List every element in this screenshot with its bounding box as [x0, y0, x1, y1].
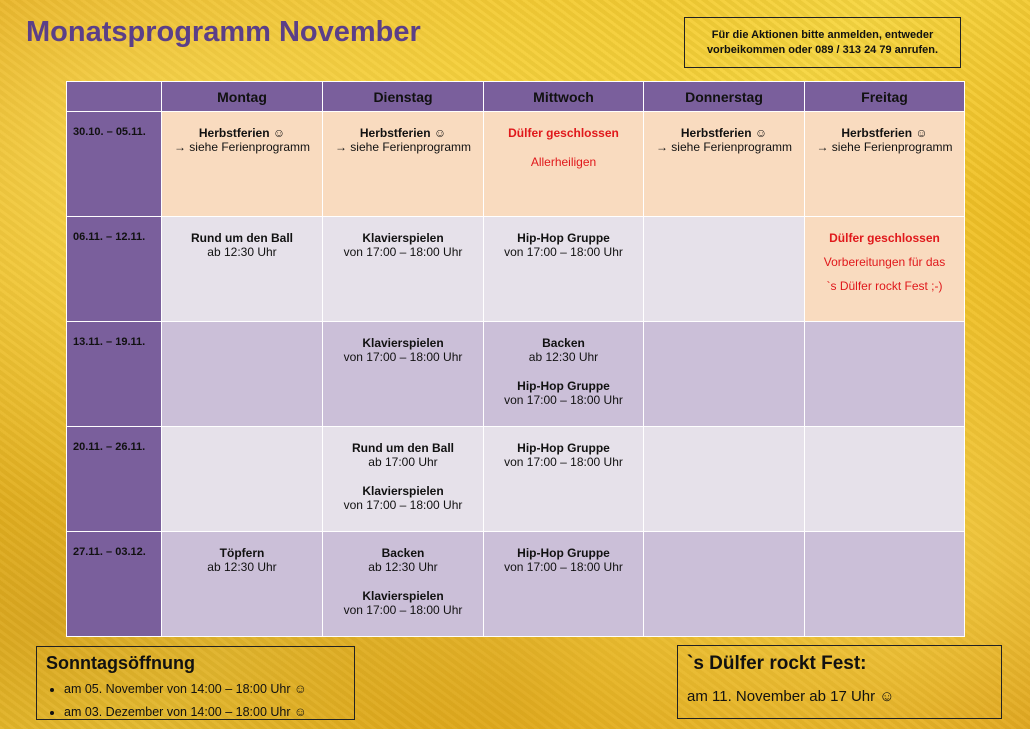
- schedule-cell: [323, 322, 484, 427]
- fest-date: am 11. November ab 17 Uhr ☺: [687, 688, 895, 705]
- event-block: [323, 427, 483, 512]
- event-detail: von 17:00 – 18:00 Uhr: [343, 603, 463, 617]
- event-title: Hip-Hop Gruppe: [517, 231, 610, 245]
- schedule-cell-empty: [644, 217, 805, 322]
- schedule-cell-empty: [644, 532, 805, 637]
- event-title: Backen: [542, 336, 585, 350]
- schedule-cell-empty: [805, 322, 965, 427]
- schedule-cell: [323, 112, 484, 217]
- header-day-tuesday: Dienstag: [323, 82, 484, 112]
- event-block: [323, 217, 483, 259]
- event-detail: ab 12:30 Uhr: [207, 245, 277, 259]
- closed-notice: [484, 112, 643, 169]
- notice-line-2: vorbeikommen oder 089 / 313 24 79 anrufen.: [706, 43, 939, 56]
- schedule-cell: [162, 532, 323, 637]
- schedule-cell: [323, 217, 484, 322]
- schedule-cell-empty: [644, 322, 805, 427]
- event-title: Klavierspielen: [362, 336, 444, 350]
- event-title: Klavierspielen: [362, 589, 444, 603]
- event-title: Hip-Hop Gruppe: [517, 546, 610, 560]
- schedule-cell: [484, 427, 644, 532]
- page-title: Monatsprogramm November: [26, 16, 421, 48]
- event-block: [484, 322, 643, 407]
- header-day-wednesday: Mittwoch: [484, 82, 644, 112]
- schedule-cell-empty: [162, 322, 323, 427]
- event-block: [162, 532, 322, 574]
- event-detail: von 17:00 – 18:00 Uhr: [504, 393, 623, 407]
- event-detail: ab 17:00 Uhr: [368, 455, 438, 469]
- week-label: 27.11. – 03.12.: [67, 532, 162, 637]
- registration-notice: [684, 17, 961, 68]
- event-title: Klavierspielen: [362, 484, 444, 498]
- list-item: • am 05. November von 14:00 – 18:00 Uhr ☺: [64, 678, 354, 701]
- event-detail: von 17:00 – 18:00 Uhr: [343, 350, 463, 364]
- event-block: [805, 112, 964, 154]
- event-title: Herbstferien ☺: [359, 126, 447, 140]
- schedule-cell: [805, 217, 965, 322]
- sunday-opening-box: [36, 646, 355, 720]
- event-detail: von 17:00 – 18:00 Uhr: [504, 560, 623, 574]
- event-title: Herbstferien ☺: [680, 126, 768, 140]
- event-title: Hip-Hop Gruppe: [517, 441, 610, 455]
- week-row: [67, 112, 965, 217]
- event-block: [484, 532, 643, 574]
- event-title: Rund um den Ball: [191, 231, 293, 245]
- schedule-cell-empty: [805, 532, 965, 637]
- schedule-cell: [484, 322, 644, 427]
- event-detail: von 17:00 – 18:00 Uhr: [504, 245, 623, 259]
- week-row: [67, 427, 965, 532]
- event-title: Herbstferien ☺: [841, 126, 928, 140]
- event-block: [323, 112, 483, 154]
- closed-reason: Vorbereitungen für das: [823, 255, 946, 269]
- event-block: [162, 112, 322, 154]
- event-title: Klavierspielen: [362, 231, 444, 245]
- header-day-thursday: Donnerstag: [644, 82, 805, 112]
- event-title: Herbstferien ☺: [198, 126, 286, 140]
- week-label: 30.10. – 05.11.: [67, 112, 162, 217]
- sunday-opening-list: [46, 678, 354, 724]
- schedule-header-row: [67, 82, 965, 112]
- schedule-cell-empty: [162, 427, 323, 532]
- event-block: [484, 427, 643, 469]
- event-block: [644, 112, 804, 154]
- schedule-cell: [484, 532, 644, 637]
- week-row: [67, 532, 965, 637]
- schedule-cell: [805, 112, 965, 217]
- event-title: Rund um den Ball: [352, 441, 454, 455]
- event-detail: → siehe Ferienprogramm: [334, 140, 472, 154]
- week-label: 20.11. – 26.11.: [67, 427, 162, 532]
- week-label: 06.11. – 12.11.: [67, 217, 162, 322]
- schedule-cell: [644, 112, 805, 217]
- closed-title: Dülfer geschlossen: [508, 126, 619, 140]
- event-block: [323, 532, 483, 617]
- closed-notice: [805, 217, 964, 293]
- event-title: Hip-Hop Gruppe: [517, 379, 610, 393]
- event-detail: → siehe Ferienprogramm: [173, 140, 311, 154]
- sunday-opening-title: Sonntagsöffnung: [46, 653, 195, 673]
- event-detail: → siehe Ferienprogramm: [816, 140, 953, 154]
- event-block: [162, 217, 322, 259]
- schedule-cell-empty: [644, 427, 805, 532]
- event-block: [484, 217, 643, 259]
- event-title: Backen: [381, 546, 425, 560]
- event-detail: ab 12:30 Uhr: [368, 560, 438, 574]
- schedule-table: [66, 81, 965, 637]
- schedule-cell: [323, 532, 484, 637]
- schedule-cell: [162, 112, 323, 217]
- header-day-friday: Freitag: [805, 82, 965, 112]
- event-detail: von 17:00 – 18:00 Uhr: [343, 245, 463, 259]
- schedule-cell: [162, 217, 323, 322]
- week-label: 13.11. – 19.11.: [67, 322, 162, 427]
- notice-line-1: Für die Aktionen bitte anmelden, entweder: [711, 28, 934, 41]
- list-item: • am 03. Dezember von 14:00 – 18:00 Uhr ☺: [64, 701, 354, 724]
- schedule-cell: [323, 427, 484, 532]
- event-detail: → siehe Ferienprogramm: [655, 140, 793, 154]
- fest-title: `s Dülfer rockt Fest:: [687, 653, 867, 674]
- event-detail: von 17:00 – 18:00 Uhr: [504, 455, 623, 469]
- event-detail: ab 12:30 Uhr: [528, 350, 599, 364]
- week-row: [67, 217, 965, 322]
- schedule-cell: [484, 217, 644, 322]
- schedule-cell: [484, 112, 644, 217]
- event-detail: von 17:00 – 18:00 Uhr: [343, 498, 463, 512]
- closed-reason-continued: `s Dülfer rockt Fest ;-): [826, 279, 943, 293]
- header-week-corner: [67, 82, 162, 112]
- header-day-monday: Montag: [162, 82, 323, 112]
- event-title: Töpfern: [219, 546, 265, 560]
- event-block: [323, 322, 483, 364]
- week-row: [67, 322, 965, 427]
- event-detail: ab 12:30 Uhr: [207, 560, 277, 574]
- fest-box: [677, 645, 1002, 719]
- closed-reason: Allerheiligen: [530, 155, 597, 169]
- schedule-cell-empty: [805, 427, 965, 532]
- closed-title: Dülfer geschlossen: [829, 231, 940, 245]
